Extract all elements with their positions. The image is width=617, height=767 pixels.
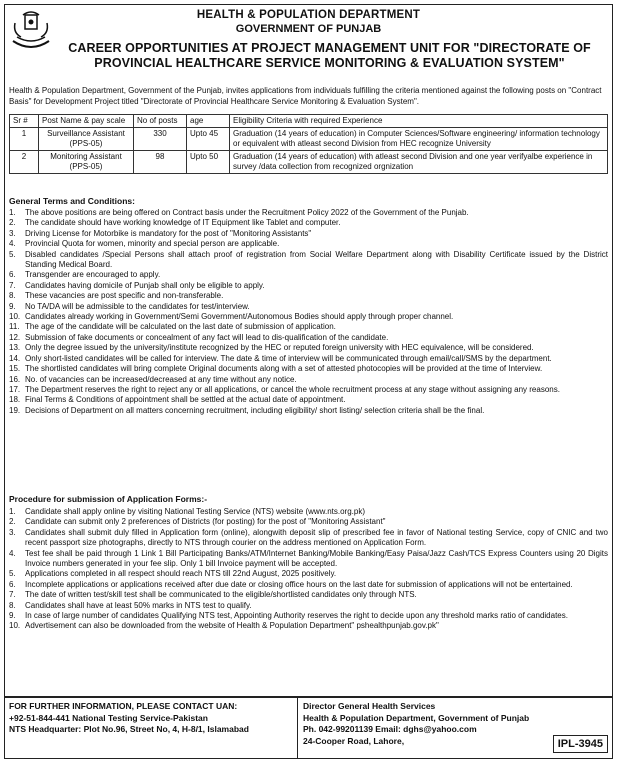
procedure-item	[9, 528, 608, 549]
term-item-text: Driving License for Motorbike is mandatory for the post of "Monitoring Assistants"	[25, 228, 312, 238]
row-criteria: Graduation (14 years of education) in Computer Sciences/Software engineering/ information technology or equivalent with atleast second Division from HEC recognize University	[230, 128, 608, 151]
procedure-item-text: Candidates shall have at least 50% marks in NTS test to qualify.	[25, 600, 252, 610]
procedure-item-number: 7.	[9, 590, 16, 600]
procedure-item	[9, 507, 608, 517]
procedure-item-number: 9.	[9, 611, 16, 621]
procedure-item-text: Advertisement can also be downloaded from the website of Health & Population Department" pshealthpunjab.gov.pk"	[25, 621, 439, 631]
table-row	[10, 151, 608, 174]
footer-left-line: NTS Headquarter: Plot No.96, Street No, 4, H-8/1, Islamabad	[9, 724, 249, 734]
term-item-number: 2.	[9, 218, 16, 228]
term-item	[9, 364, 608, 374]
term-item	[9, 239, 608, 249]
term-item-number: 9.	[9, 301, 16, 311]
term-item-number: 18.	[9, 395, 21, 405]
department-heading: HEALTH & POPULATION DEPARTMENT	[196, 9, 421, 21]
procedure-item	[9, 590, 608, 600]
term-item	[9, 375, 608, 385]
term-item-text: No TA/DA will be admissible to the candidates for test/interview.	[25, 301, 250, 311]
footer-left-line: +92-51-844-441 National Testing Service-Pakistan	[9, 712, 208, 723]
procedure-item-number: 10.	[9, 621, 21, 631]
term-item	[9, 312, 608, 322]
term-item-number: 14.	[9, 353, 21, 363]
term-item-text: Only short-listed candidates will be called for interview. The date & time of interview will be communicated through email/call/SMS by the department.	[25, 353, 552, 363]
term-item-number: 16.	[9, 374, 21, 384]
table-header-row	[10, 115, 608, 128]
term-item-number: 19.	[9, 405, 21, 415]
advertisement-page	[4, 4, 613, 759]
footer-right-line: 24-Cooper Road, Lahore,	[303, 735, 405, 746]
procedure-item-text: The date of written test/skill test shall be communicated to the eligible/shortlisted candidates only through NTS.	[25, 590, 417, 600]
row-posts-count: 98	[134, 151, 187, 174]
row-posts-count: 330	[134, 128, 187, 151]
procedure-item-text: Test fee shall be paid through 1 Link 1 Bill Participating Banks/ATM/Internet Banking/Mobile Banking/Easy Paisa/Jazz Cash/TCS Express Counters using 20 Digits Invoice numbers generated in your fee slip. Only 1 bill Invoice payment will be accepted.	[25, 548, 608, 569]
procedure-item-text: Incomplete applications or applications received after due date or closing office hours on the last date for submission of applications will not be entertained.	[25, 579, 573, 589]
row-post: Surveillance Assistant (PPS-05)	[39, 128, 134, 151]
term-item-number: 12.	[9, 332, 21, 342]
footer-contact-nts	[9, 701, 294, 736]
term-item-text: The age of the candidate will be calculated on the last date of submission of application.	[25, 322, 336, 332]
banner-line-1: CAREER OPPORTUNITIES AT PROJECT MANAGEMENT UNIT FOR "DIRECTORATE OF	[68, 41, 591, 55]
terms-heading: General Terms and Conditions:	[9, 196, 135, 206]
table-row	[10, 128, 608, 151]
footer-left-line: FOR FURTHER INFORMATION, PLEASE CONTACT UAN:	[9, 701, 238, 711]
term-item	[9, 354, 608, 364]
term-item-text: Candidates already working in Government/Semi Government/Autonomous Bodies should apply through proper channel.	[25, 312, 454, 322]
term-item-text: No. of vacancies can be increased/decreased at any time without any notice.	[25, 374, 297, 384]
procedure-item	[9, 601, 608, 611]
term-item	[9, 250, 608, 271]
table-header-post: Post Name & pay scale	[39, 115, 134, 128]
term-item-number: 5.	[9, 249, 16, 259]
procedure-item-number: 2.	[9, 517, 16, 527]
posts-table	[9, 114, 608, 174]
intro-paragraph: Health & Population Department, Government of the Punjab, invites applications from individuals fulfilling the criteria mentioned against the following posts on "Contract Basis" for Development Project titled "Directorate of Provincial Healthcare Service Monitoring & Evaluation System".	[9, 86, 602, 106]
term-item-number: 15.	[9, 364, 21, 374]
procedure-item-number: 6.	[9, 579, 16, 589]
term-item	[9, 229, 608, 239]
procedure-item	[9, 611, 608, 621]
term-item-number: 7.	[9, 280, 16, 290]
footer-right-line: Health & Population Department, Government of Punjab	[303, 712, 530, 723]
procedure-item-text: Candidate can submit only 2 preferences of Districts (for posting) for the post of "Monitoring Assistant"	[25, 517, 386, 527]
term-item-number: 4.	[9, 239, 16, 249]
procedure-item-text: Candidate shall apply online by visiting National Testing Service (NTS) website (www.nts.org.pk)	[25, 507, 366, 516]
term-item-text: These vacancies are post specific and non-transferable.	[25, 291, 224, 301]
row-criteria: Graduation (14 years of education) with atleast second Division and one year verifyalbe experience in survey /data collection from recognized orgnization	[230, 151, 608, 174]
term-item-text: The above positions are being offered on Contract basis under the Recruitment Policy 2022 of the Government of the Punjab.	[25, 208, 469, 217]
term-item-text: Candidates having domicile of Punjab shall only be eligible to apply.	[25, 280, 265, 290]
government-heading: GOVERNMENT OF PUNJAB	[235, 23, 382, 35]
procedure-item-number: 5.	[9, 569, 16, 579]
footer-right-line: Ph. 042-99201139 Email: dghs@yahoo.com	[303, 724, 477, 734]
term-item-number: 11.	[9, 322, 20, 332]
footer-right-line: Director General Health Services	[303, 701, 436, 711]
row-sr: 1	[10, 128, 39, 151]
term-item-number: 17.	[9, 384, 21, 394]
term-item	[9, 270, 608, 280]
table-header-criteria: Eligibility Criteria with required Experience	[230, 115, 608, 128]
banner-line-2: PROVINCIAL HEALTHCARE SERVICE MONITORING & EVALUATION SYSTEM"	[94, 56, 565, 70]
procedure-item	[9, 549, 608, 570]
term-item-text: The candidate should have working knowledge of IT Equipment like Tablet and computer.	[25, 218, 341, 228]
term-item	[9, 395, 608, 405]
term-item-text: Final Terms & Conditions of appointment shall be settled at the actual date of appointment.	[25, 395, 346, 405]
term-item-number: 13.	[9, 343, 21, 353]
row-post: Monitoring Assistant (PPS-05)	[39, 151, 134, 174]
footer	[5, 696, 612, 758]
row-sr: 2	[10, 151, 39, 174]
term-item-text: Only the degree issued by the university/institute recognized by the HEC or reputed foreign university with HEC equivalence, will be considered.	[25, 343, 534, 353]
term-item	[9, 406, 608, 416]
term-item-number: 3.	[9, 228, 16, 238]
row-age: Upto 50	[187, 151, 230, 174]
term-item-number: 10.	[9, 312, 21, 322]
procedure-item-number: 1.	[9, 507, 16, 516]
procedure-item-number: 3.	[9, 527, 16, 537]
term-item-text: Transgender are encouraged to apply.	[25, 270, 161, 280]
procedure-item-number: 8.	[9, 600, 16, 610]
procedure-item	[9, 580, 608, 590]
footer-contact-dghs	[303, 701, 553, 747]
procedure-item-text: Applications completed in all respect should reach NTS till 22nd August, 2025 positively.	[25, 569, 337, 579]
table-header-posts: No of posts	[134, 115, 187, 128]
terms-list	[9, 208, 608, 416]
footer-divider	[297, 698, 298, 758]
term-item	[9, 322, 608, 332]
procedure-item	[9, 621, 608, 631]
term-item-number: 8.	[9, 291, 16, 301]
term-item	[9, 385, 608, 395]
term-item	[9, 333, 608, 343]
term-item-number: 6.	[9, 270, 16, 280]
term-item	[9, 208, 608, 218]
procedure-list	[9, 507, 608, 632]
procedure-item	[9, 569, 608, 579]
term-item-number: 1.	[9, 208, 16, 217]
table-header-age: age	[187, 115, 230, 128]
term-item-text: Disabled candidates /Special Persons shall attach proof of registration from Social Welfare Department along with Disability Certificate issued by the District Standing Medical Board.	[25, 249, 608, 270]
term-item-text: Provincial Quota for women, minority and special person are applicable.	[25, 239, 280, 249]
procedure-item	[9, 517, 608, 527]
banner-title	[57, 41, 602, 71]
procedure-heading: Procedure for submission of Application Forms:-	[9, 494, 208, 504]
term-item-text: Decisions of Department on all matters concerning recruitment, including eligibility/ short listing/ selection criteria shall be the final.	[25, 405, 485, 415]
term-item	[9, 281, 608, 291]
procedure-item-text: Candidates shall submit duly filled in Application form (online), alongwith deposit slip of prescribed fee in favor of National testing Service, copy of CNIC and two recent passport size photographs, directly to NTS through courier on the address mentioned on Application Form.	[25, 527, 608, 548]
ipl-code: IPL-3945	[553, 735, 608, 753]
term-item	[9, 302, 608, 312]
term-item-text: The shortlisted candidates will bring complete Original documents along with a set of attested photocopies will be provided at the time of Interview.	[25, 364, 543, 374]
term-item	[9, 343, 608, 353]
term-item	[9, 291, 608, 301]
table-header-sr: Sr #	[10, 115, 39, 128]
procedure-item-text: In case of large number of candidates Qualifying NTS test, Appointing Authority reserves the right to decide upon any threshold marks ratio of candidates.	[25, 611, 568, 621]
row-age: Upto 45	[187, 128, 230, 151]
term-item-text: The Department reserves the right to reject any or all applications, or cancel the whole recruitment process at any stage without assigning any reasons.	[25, 384, 560, 394]
term-item-text: Submission of fake documents or concealment of any fact will lead to dis-qualification of the candidate.	[25, 332, 389, 342]
procedure-item-number: 4.	[9, 548, 16, 558]
term-item	[9, 218, 608, 228]
